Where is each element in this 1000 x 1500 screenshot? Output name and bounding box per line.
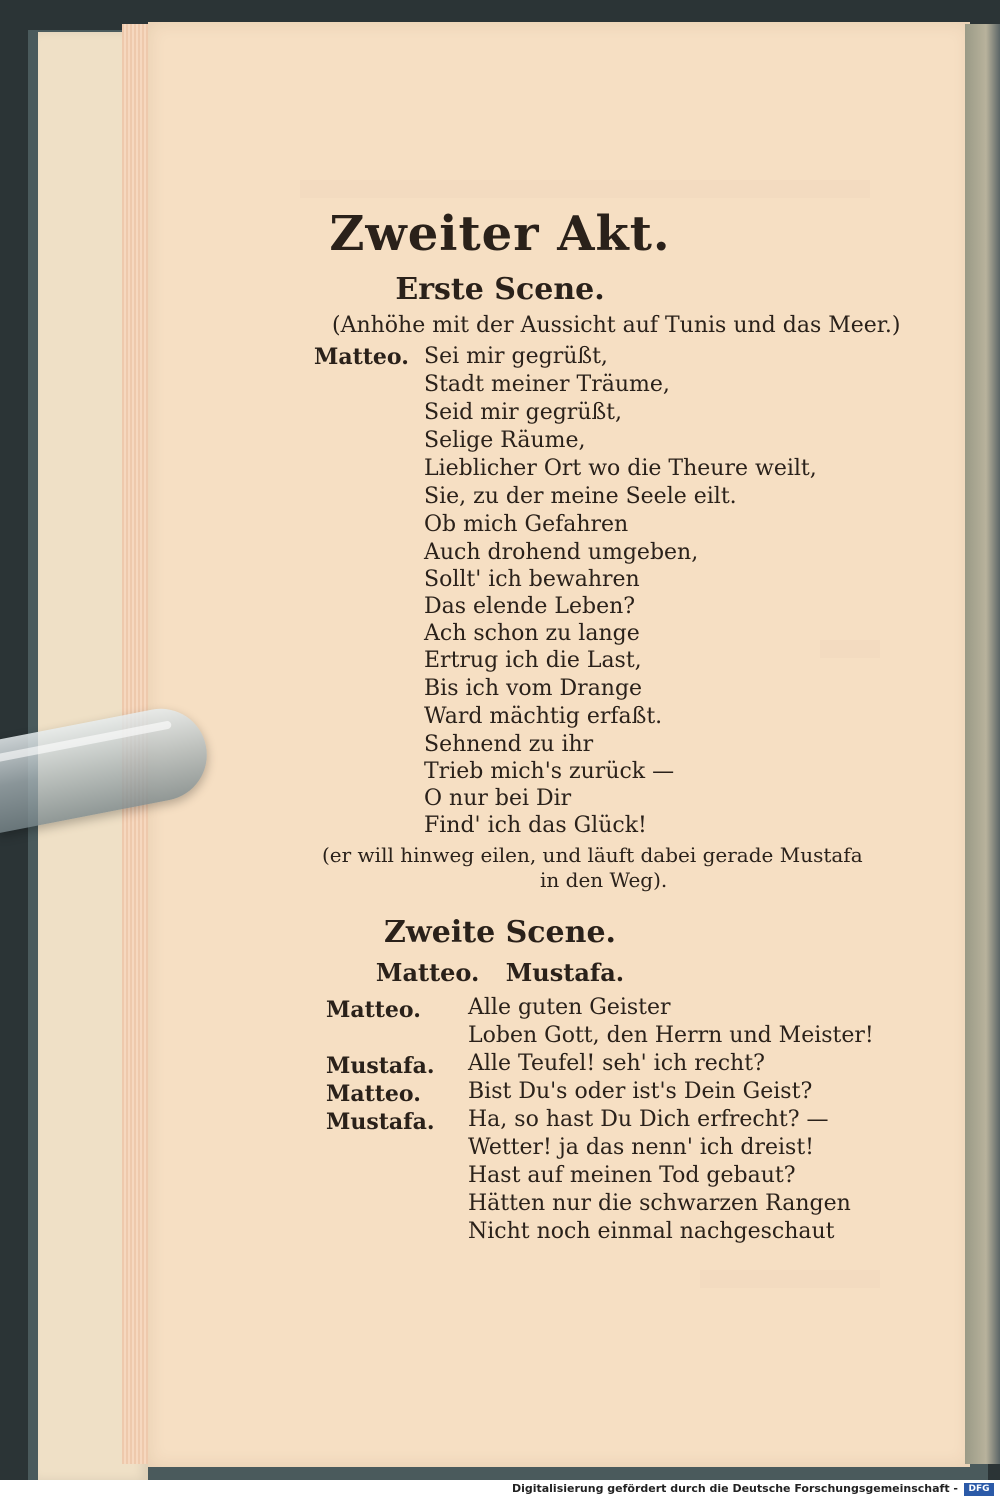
verse-line: Selige Räume, <box>424 428 586 453</box>
verse-line: Find' ich das Glück! <box>424 813 647 838</box>
dialogue-line: Alle Teufel! seh' ich recht? <box>468 1051 765 1076</box>
dialogue-speaker: Mustafa. <box>326 1109 435 1135</box>
dialogue-speaker: Mustafa. <box>326 1053 435 1079</box>
scene-title-2: Zweite Scene. <box>384 915 616 950</box>
verse-line: Ach schon zu lange <box>424 621 640 646</box>
dialogue-line: Nicht noch einmal nachgeschaut <box>468 1219 835 1244</box>
bleed-through-mark <box>700 1270 880 1288</box>
dialogue-speaker: Matteo. <box>326 997 421 1023</box>
exit-direction-line-1: (er will hinweg eilen, und läuft dabei gerade Mustafa <box>322 843 863 867</box>
verse-line: Auch drohend umgeben, <box>424 540 699 565</box>
dialogue-line: Ha, so hast Du Dich erfrecht? — <box>468 1107 829 1132</box>
dfg-logo-icon: DFG <box>964 1483 994 1496</box>
verse-line: Seid mir gegrüßt, <box>424 400 623 425</box>
verse-line: Stadt meiner Träume, <box>424 372 670 397</box>
clip-highlight <box>0 720 172 762</box>
verse-line: Sehnend zu ihr <box>424 732 594 757</box>
stage-direction: (Anhöhe mit der Aussicht auf Tunis und das Meer.) <box>332 313 901 338</box>
dialogue-line: Hast auf meinen Tod gebaut? <box>468 1163 796 1188</box>
verse-line: Trieb mich's zurück — <box>424 759 675 784</box>
scene-title-1: Erste Scene. <box>395 272 605 307</box>
exit-direction-line-2: in den Weg). <box>540 868 668 892</box>
bleed-through-mark <box>300 180 870 198</box>
dialogue-line: Wetter! ja das nenn' ich dreist! <box>468 1135 815 1160</box>
verse-line: Bis ich vom Drange <box>424 676 643 701</box>
dialogue-line: Alle guten Geister <box>468 995 671 1020</box>
act-title: Zweiter Akt. <box>329 206 671 262</box>
verse-line: Lieblicher Ort wo die Theure weilt, <box>424 456 817 481</box>
verse-line: Das elende Leben? <box>424 594 636 619</box>
verse-line: Sei mir gegrüßt, <box>424 344 608 369</box>
dialogue-speaker: Matteo. <box>326 1081 421 1107</box>
verse-line: O nur bei Dir <box>424 786 572 811</box>
persons-list: Matteo. Mustafa. <box>375 958 625 987</box>
verse-line: Sollt' ich bewahren <box>424 567 640 592</box>
verse-line: Ob mich Gefahren <box>424 512 629 537</box>
speaker-matteo: Matteo. <box>314 344 409 370</box>
verse-line: Sie, zu der meine Seele eilt. <box>424 484 737 509</box>
dialogue-line: Hätten nur die schwarzen Rangen <box>468 1191 851 1216</box>
dialogue-line: Loben Gott, den Herrn und Meister! <box>468 1023 874 1048</box>
digitization-credit: Digitalisierung gefördert durch die Deutsche Forschungsgemeinschaft - <box>511 1482 958 1495</box>
verse-line: Ertrug ich die Last, <box>424 648 642 673</box>
verse-line: Ward mächtig erfaßt. <box>424 704 663 729</box>
dialogue-line: Bist Du's oder ist's Dein Geist? <box>468 1079 813 1104</box>
bleed-through-mark <box>820 640 880 658</box>
